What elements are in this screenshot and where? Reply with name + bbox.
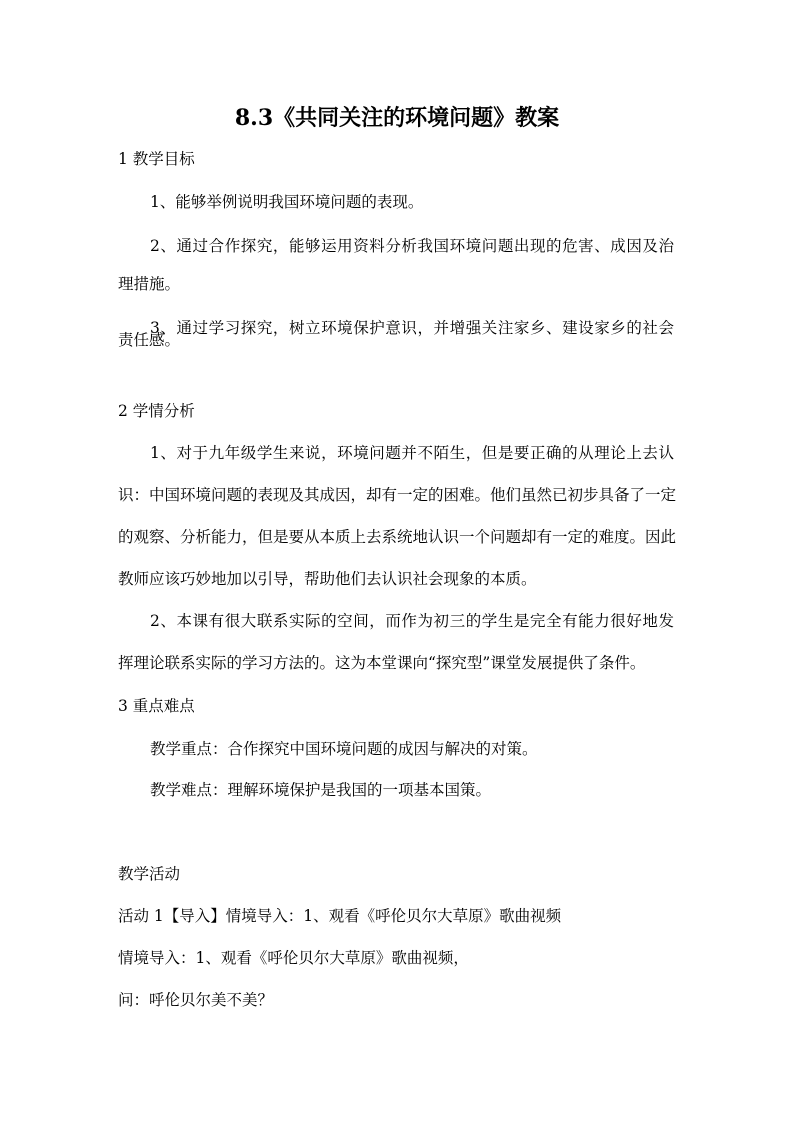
analysis-item-1-line-3: 的观察、分析能力，但是要从本质上去系统地认识一个问题却有一定的难度。因此 xyxy=(118,528,677,546)
analysis-item-1-line-2: 识：中国环境问题的表现及其成因，却有一定的困难。他们虽然已初步具备了一定 xyxy=(118,486,677,504)
analysis-item-2: 2、本课有很大联系实际的空间，而作为初三的学生是完全有能力很好地发 xyxy=(150,612,674,630)
activity-1-intro: 情境导入：1、观看《呼伦贝尔大草原》歌曲视频， xyxy=(118,949,469,967)
activity-1-question: 问：呼伦贝尔美不美？ xyxy=(118,991,274,1009)
analysis-item-1: 1、对于九年级学生来说，环境问题并不陌生，但是要正确的从理论上去认 xyxy=(150,444,674,462)
section-heading-teaching-goals: 1 教学目标 xyxy=(118,150,195,168)
analysis-item-1-line-4: 教师应该巧妙地加以引导，帮助他们去认识社会现象的本质。 xyxy=(118,570,537,588)
section-heading-teaching-activities: 教学活动 xyxy=(118,865,181,883)
goal-item-2-continued: 理措施。 xyxy=(118,275,181,293)
goal-item-1: 1、能够举例说明我国环境问题的表现。 xyxy=(150,193,424,211)
key-point: 教学重点：合作探究中国环境问题的成因与解决的对策。 xyxy=(150,740,538,758)
difficult-point: 教学难点：理解环境保护是我国的一项基本国策。 xyxy=(150,781,492,799)
activity-1-heading: 活动 1【导入】情境导入：1、观看《呼伦贝尔大草原》歌曲视频 xyxy=(118,907,562,925)
section-heading-key-points: 3 重点难点 xyxy=(118,697,195,715)
section-heading-student-analysis: 2 学情分析 xyxy=(118,402,195,420)
goal-item-2: 2、通过合作探究，能够运用资料分析我国环境问题出现的危害、成因及治 xyxy=(150,237,674,255)
analysis-item-2-line-2: 挥理论联系实际的学习方法的。这为本堂课向“探究型”课堂发展提供了条件。 xyxy=(118,654,646,672)
goal-item-3-continued: 责任感。 xyxy=(118,331,181,349)
goal-item-3: 3、通过学习探究，树立环境保护意识，并增强关注家乡、建设家乡的社会 xyxy=(150,319,674,337)
document-title: 8.3《共同关注的环境问题》教案 xyxy=(234,105,560,131)
